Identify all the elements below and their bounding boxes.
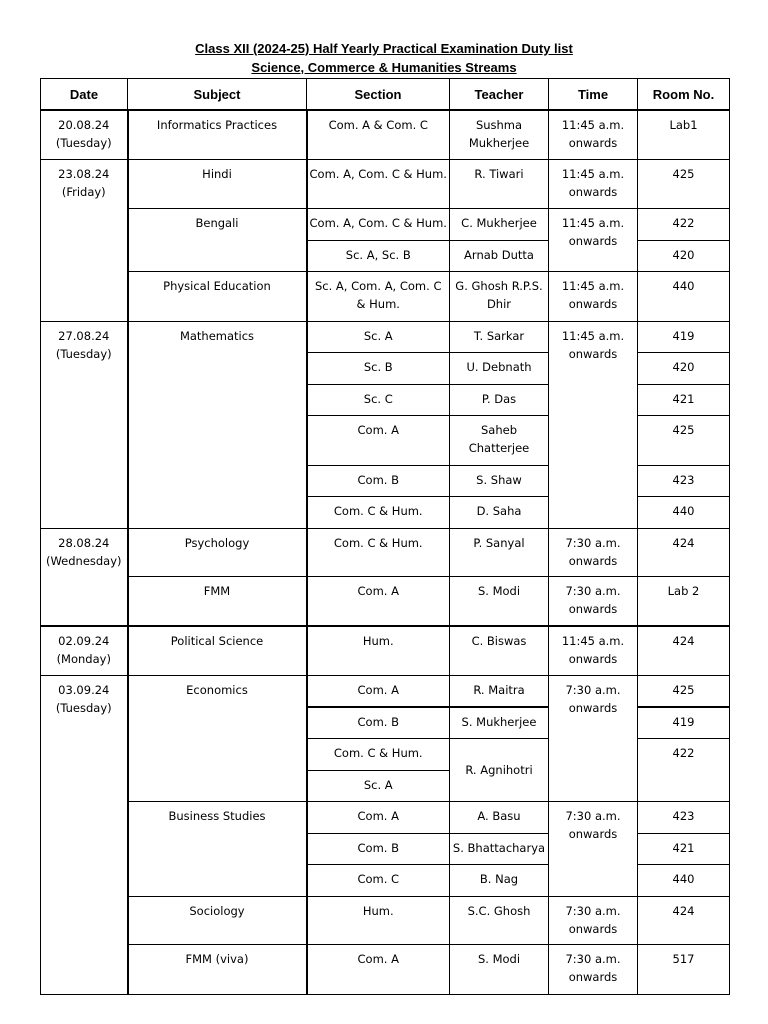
section-cell: Com. B [307, 465, 450, 496]
room-cell: 419 [638, 707, 730, 738]
section-cell: Com. A [307, 576, 450, 626]
section-cell: Com. A, Com. C & Hum. [307, 159, 450, 208]
document-title: Class XII (2024-25) Half Yearly Practical Examination Duty list [195, 41, 573, 56]
date-cell: 20.08.24 (Tuesday) [41, 110, 128, 159]
room-cell: 425 [638, 159, 730, 208]
subject-cell: FMM [128, 576, 307, 626]
section-cell: Com. A [307, 415, 450, 465]
table-row [41, 159, 730, 208]
room-cell: 423 [638, 801, 730, 833]
room-cell: 422 [638, 208, 730, 240]
table-row [41, 271, 730, 321]
table-header-row [41, 79, 730, 111]
time-cell: 11:45 a.m. onwards [549, 110, 638, 159]
section-cell: Sc. A, Sc. B [307, 240, 450, 271]
teacher-cell: S. Bhattacharya [450, 833, 549, 864]
teacher-cell: C. Biswas [450, 626, 549, 675]
header-teacher: Teacher [450, 79, 549, 111]
table-row [41, 944, 730, 994]
teacher-cell: R. Agnihotri [450, 738, 549, 801]
time-cell: 11:45 a.m. onwards [549, 271, 638, 321]
table-row [41, 576, 730, 626]
teacher-cell: A. Basu [450, 801, 549, 833]
room-cell: 425 [638, 415, 730, 465]
section-cell: Com. B [307, 833, 450, 864]
section-cell: Com. A [307, 801, 450, 833]
room-cell: 419 [638, 321, 730, 352]
teacher-cell: R. Tiwari [450, 159, 549, 208]
header-section: Section [307, 79, 450, 111]
room-cell: 424 [638, 626, 730, 675]
section-cell: Com. A [307, 944, 450, 994]
table-row [41, 801, 730, 833]
section-cell: Sc. B [307, 352, 450, 384]
room-cell: 421 [638, 833, 730, 864]
room-cell: Lab1 [638, 110, 730, 159]
table-row [41, 675, 730, 707]
table-row [41, 896, 730, 944]
teacher-cell: C. Mukherjee [450, 208, 549, 240]
section-cell: Hum. [307, 896, 450, 944]
date-cell: 23.08.24 (Friday) [41, 159, 128, 321]
teacher-cell: Sushma Mukherjee [450, 110, 549, 159]
teacher-cell: B. Nag [450, 864, 549, 896]
teacher-cell: Arnab Dutta [450, 240, 549, 271]
time-cell: 7:30 a.m. onwards [549, 896, 638, 944]
teacher-cell: P. Sanyal [450, 528, 549, 576]
section-cell: Com. C & Hum. [307, 528, 450, 576]
time-cell: 7:30 a.m. onwards [549, 675, 638, 801]
header-date: Date [41, 79, 128, 111]
subject-cell: Bengali [128, 208, 307, 271]
room-cell: 421 [638, 384, 730, 415]
header-subject: Subject [128, 79, 307, 111]
table-row [41, 208, 730, 240]
section-cell: Hum. [307, 626, 450, 675]
room-cell: 517 [638, 944, 730, 994]
subject-cell: FMM (viva) [128, 944, 307, 994]
room-cell: 440 [638, 864, 730, 896]
section-cell: Com. B [307, 707, 450, 738]
duty-table [40, 78, 730, 995]
room-cell: 424 [638, 528, 730, 576]
subject-cell: Physical Education [128, 271, 307, 321]
teacher-cell: S. Modi [450, 944, 549, 994]
header-room: Room No. [638, 79, 730, 111]
time-cell: 7:30 a.m. onwards [549, 528, 638, 576]
room-cell: 420 [638, 240, 730, 271]
section-cell: Com. C & Hum. [307, 496, 450, 528]
section-cell: Com. A & Com. C [307, 110, 450, 159]
date-cell: 02.09.24 (Monday) [41, 626, 128, 675]
teacher-cell: U. Debnath [450, 352, 549, 384]
time-cell: 7:30 a.m. onwards [549, 801, 638, 896]
room-cell: 420 [638, 352, 730, 384]
section-cell: Sc. A, Com. A, Com. C & Hum. [307, 271, 450, 321]
date-cell: 03.09.24 (Tuesday) [41, 675, 128, 994]
room-cell: 425 [638, 675, 730, 707]
document-subtitle: Science, Commerce & Humanities Streams [251, 60, 517, 75]
subject-cell: Business Studies [128, 801, 307, 896]
table-row [41, 321, 730, 352]
subject-cell: Mathematics [128, 321, 307, 528]
teacher-cell: P. Das [450, 384, 549, 415]
subject-cell: Psychology [128, 528, 307, 576]
subject-cell: Hindi [128, 159, 307, 208]
time-cell: 11:45 a.m. onwards [549, 208, 638, 271]
section-cell: Sc. A [307, 321, 450, 352]
room-cell: Lab 2 [638, 576, 730, 626]
table-row [41, 110, 730, 159]
header-time: Time [549, 79, 638, 111]
room-cell: 423 [638, 465, 730, 496]
time-cell: 11:45 a.m. onwards [549, 626, 638, 675]
time-cell: 11:45 a.m. onwards [549, 159, 638, 208]
teacher-cell: D. Saha [450, 496, 549, 528]
teacher-cell: S.C. Ghosh [450, 896, 549, 944]
room-cell: 424 [638, 896, 730, 944]
subject-cell: Informatics Practices [128, 110, 307, 159]
date-cell: 28.08.24 (Wednesday) [41, 528, 128, 626]
teacher-cell: R. Maitra [450, 675, 549, 707]
time-cell: 7:30 a.m. onwards [549, 944, 638, 994]
teacher-cell: T. Sarkar [450, 321, 549, 352]
teacher-cell: S. Shaw [450, 465, 549, 496]
date-cell: 27.08.24 (Tuesday) [41, 321, 128, 528]
section-cell: Com. A [307, 675, 450, 707]
teacher-cell: Saheb Chatterjee [450, 415, 549, 465]
room-cell: 440 [638, 496, 730, 528]
section-cell: Sc. A [307, 770, 450, 801]
teacher-cell: G. Ghosh R.P.S. Dhir [450, 271, 549, 321]
table-row [41, 626, 730, 675]
subject-cell: Economics [128, 675, 307, 801]
teacher-cell: S. Mukherjee [450, 707, 549, 738]
table-row [41, 528, 730, 576]
teacher-cell: S. Modi [450, 576, 549, 626]
room-cell: 422 [638, 738, 730, 801]
room-cell: 440 [638, 271, 730, 321]
subject-cell: Political Science [128, 626, 307, 675]
time-cell: 11:45 a.m. onwards [549, 321, 638, 528]
section-cell: Sc. C [307, 384, 450, 415]
section-cell: Com. C & Hum. [307, 738, 450, 770]
section-cell: Com. A, Com. C & Hum. [307, 208, 450, 240]
subject-cell: Sociology [128, 896, 307, 944]
time-cell: 7:30 a.m. onwards [549, 576, 638, 626]
section-cell: Com. C [307, 864, 450, 896]
